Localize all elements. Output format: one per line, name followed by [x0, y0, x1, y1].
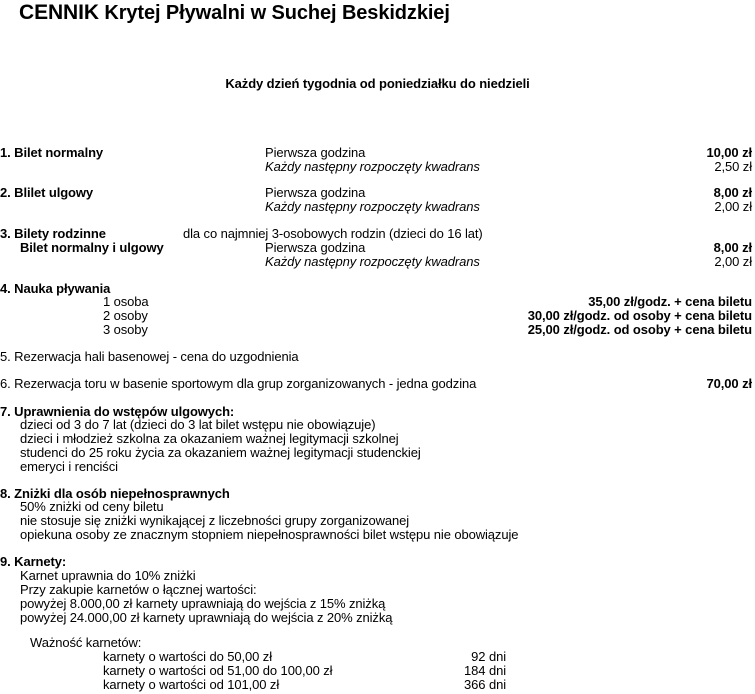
- s4-row3-price: 25,00 zł/godz. od osoby + cena biletu: [527, 322, 752, 337]
- page-subtitle: Każdy dzień tygodnia od poniedziałku do niedzieli: [225, 76, 530, 91]
- s9-heading: 9. Karnety:: [0, 554, 67, 569]
- s4-row1-price: 35,00 zł/godz. + cena biletu: [588, 294, 752, 309]
- s7-line-4: emeryci i renciści: [20, 459, 118, 474]
- title-rest: Krytej Pływalni w Suchej Beskidzkiej: [98, 2, 450, 24]
- s8-line-2: nie stosuje się zniżki wynikającej z liczebności grupy zorganizowanej: [20, 513, 410, 528]
- s2-row1-price: 8,00 zł: [713, 185, 752, 200]
- s3-subheading: Bilet normalny i ulgowy: [20, 240, 164, 255]
- s9-validity-2-label: karnety o wartości od 51,00 do 100,00 zł: [103, 663, 333, 678]
- s9-validity-3-label: karnety o wartości od 101,00 zł: [103, 677, 280, 692]
- s1-row1-label: Pierwsza godzina: [265, 145, 366, 160]
- s1-row2-label: Każdy następny rozpoczęty kwadrans: [265, 159, 480, 174]
- s9-line-3: powyżej 8.000,00 zł karnety uprawniają do wejścia z 15% zniżką: [20, 596, 386, 611]
- s8-line-1: 50% zniżki od ceny biletu: [20, 499, 164, 514]
- s1-row1-price: 10,00 zł: [706, 145, 752, 160]
- s2-heading: 2. Blilet ulgowy: [0, 185, 94, 200]
- s9-line-4: powyżej 24.000,00 zł karnety uprawniają do wejścia z 20% zniżką: [20, 610, 393, 625]
- s9-validity-heading: Ważność karnetów:: [30, 635, 142, 650]
- s3-row1-price: 8,00 zł: [713, 240, 752, 255]
- s4-row3-label: 3 osoby: [103, 322, 148, 337]
- s7-line-1: dzieci od 3 do 7 lat (dzieci do 3 lat bilet wstępu nie obowiązuje): [20, 417, 376, 432]
- s4-row2-label: 2 osoby: [103, 308, 148, 323]
- s8-heading: 8. Zniżki dla osób niepełnosprawnych: [0, 486, 230, 501]
- s4-row1-label: 1 osoba: [103, 294, 149, 309]
- s9-validity-1-days: 92 dni: [471, 649, 506, 664]
- s1-heading: 1. Bilet normalny: [0, 145, 104, 160]
- s5-text: 5. Rezerwacja hali basenowej - cena do uzgodnienia: [0, 349, 299, 364]
- page-title: [19, 2, 450, 24]
- s4-heading: 4. Nauka pływania: [0, 281, 111, 296]
- s9-validity-1-label: karnety o wartości do 50,00 zł: [103, 649, 272, 664]
- s2-row1-label: Pierwsza godzina: [265, 185, 366, 200]
- s3-row2-label: Każdy następny rozpoczęty kwadrans: [265, 254, 480, 269]
- s8-line-3: opiekuna osoby ze znacznym stopniem niepełnosprawności bilet wstępu nie obowiązuje: [20, 527, 519, 542]
- s2-row2-price: 2,00 zł: [714, 199, 752, 214]
- s6-price: 70,00 zł: [706, 376, 752, 391]
- s7-heading: 7. Uprawnienia do wstępów ulgowych:: [0, 404, 235, 419]
- s3-row1-label: Pierwsza godzina: [265, 240, 366, 255]
- s7-line-3: studenci do 25 roku życia za okazaniem ważnej legitymacji studenckiej: [20, 445, 421, 460]
- s9-line-2: Przy zakupie karnetów o łącznej wartości:: [20, 582, 257, 597]
- s3-heading: 3. Bilety rodzinne: [0, 226, 106, 241]
- s9-line-1: Karnet uprawnia do 10% zniżki: [20, 568, 196, 583]
- s6-text: 6. Rezerwacja toru w basenie sportowym dla grup zorganizowanych - jedna godzina: [0, 376, 477, 391]
- s3-note: dla co najmniej 3-osobowych rodzin (dzieci do 16 lat): [183, 226, 483, 241]
- s1-row2-price: 2,50 zł: [714, 159, 752, 174]
- s3-row2-price: 2,00 zł: [714, 254, 752, 269]
- s9-validity-3-days: 366 dni: [464, 677, 506, 692]
- title-main: CENNIK: [19, 1, 99, 24]
- s4-row2-price: 30,00 zł/godz. od osoby + cena biletu: [527, 308, 752, 323]
- s7-line-2: dzieci i młodzież szkolna za okazaniem ważnej legitymacji szkolnej: [20, 431, 399, 446]
- s9-validity-2-days: 184 dni: [464, 663, 506, 678]
- s2-row2-label: Każdy następny rozpoczęty kwadrans: [265, 199, 480, 214]
